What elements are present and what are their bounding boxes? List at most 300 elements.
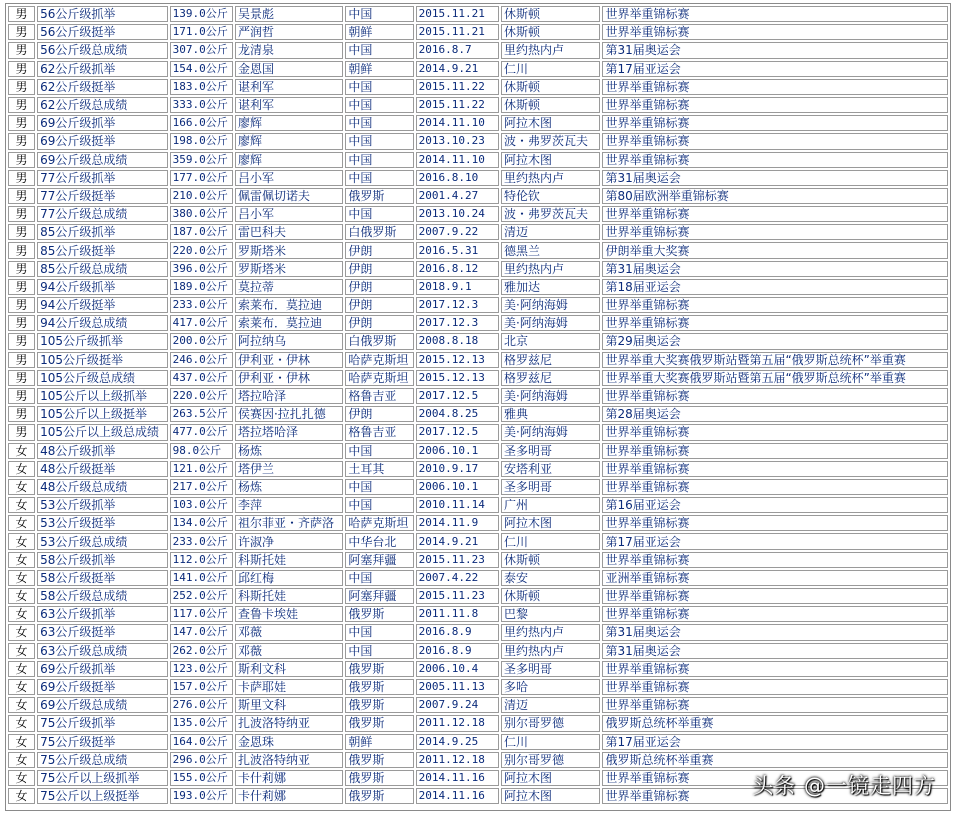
sex-cell: 女: [8, 752, 35, 768]
result-cell: 112.0公斤: [170, 552, 233, 568]
event-cell: 第17届亚运会: [602, 61, 948, 77]
athlete-cell: 塔伊兰: [235, 461, 343, 477]
country-cell: 哈萨克斯坦: [345, 370, 413, 386]
event-cell: 第31届奥运会: [602, 170, 948, 186]
sex-cell: 女: [8, 679, 35, 695]
event-cell: 世界举重锦标赛: [602, 424, 948, 440]
event-cell: 世界举重锦标赛: [602, 6, 948, 22]
category-cell: 69公斤级总成绩: [37, 152, 168, 168]
result-cell: 141.0公斤: [170, 570, 233, 586]
athlete-cell: 邱红梅: [235, 570, 343, 586]
place-cell: 仁川: [501, 61, 600, 77]
category-cell: 69公斤级挺举: [37, 133, 168, 149]
sex-cell: 男: [8, 6, 35, 22]
athlete-cell: 谌利军: [235, 79, 343, 95]
sex-cell: 男: [8, 152, 35, 168]
athlete-cell: 查鲁卡埃娃: [235, 606, 343, 622]
category-cell: 105公斤以上级挺举: [37, 406, 168, 422]
table-row: [8, 61, 948, 77]
table-row: [8, 133, 948, 149]
category-cell: 94公斤级抓举: [37, 279, 168, 295]
event-cell: 第31届奥运会: [602, 624, 948, 640]
athlete-cell: 卡什莉娜: [235, 788, 343, 804]
result-cell: 233.0公斤: [170, 297, 233, 313]
result-cell: 396.0公斤: [170, 261, 233, 277]
sex-cell: 女: [8, 661, 35, 677]
date-cell: 2018.9.1: [416, 279, 499, 295]
date-cell: 2008.8.18: [416, 333, 499, 349]
date-cell: 2014.11.16: [416, 788, 499, 804]
country-cell: 中国: [345, 206, 413, 222]
sex-cell: 男: [8, 224, 35, 240]
date-cell: 2011.11.8: [416, 606, 499, 622]
date-cell: 2016.8.12: [416, 261, 499, 277]
place-cell: 休斯顿: [501, 6, 600, 22]
table-row: [8, 115, 948, 131]
table-row: [8, 170, 948, 186]
sex-cell: 男: [8, 333, 35, 349]
category-cell: 75公斤级挺举: [37, 734, 168, 750]
table-row: [8, 734, 948, 750]
sex-cell: 男: [8, 242, 35, 258]
date-cell: 2016.8.10: [416, 170, 499, 186]
table-row: [8, 588, 948, 604]
result-cell: 183.0公斤: [170, 79, 233, 95]
result-cell: 187.0公斤: [170, 224, 233, 240]
event-cell: 世界举重锦标赛: [602, 133, 948, 149]
world-records-table: [6, 4, 950, 806]
athlete-cell: 斯利文科: [235, 661, 343, 677]
sex-cell: 男: [8, 406, 35, 422]
country-cell: 中国: [345, 42, 413, 58]
place-cell: 巴黎: [501, 606, 600, 622]
category-cell: 63公斤级挺举: [37, 624, 168, 640]
sex-cell: 女: [8, 570, 35, 586]
event-cell: 第31届奥运会: [602, 643, 948, 659]
category-cell: 75公斤以上级挺举: [37, 788, 168, 804]
result-cell: 220.0公斤: [170, 242, 233, 258]
date-cell: 2016.8.7: [416, 42, 499, 58]
athlete-cell: 科斯托娃: [235, 552, 343, 568]
athlete-cell: 李萍: [235, 497, 343, 513]
date-cell: 2017.12.5: [416, 388, 499, 404]
category-cell: 105公斤级挺举: [37, 352, 168, 368]
result-cell: 103.0公斤: [170, 497, 233, 513]
date-cell: 2016.8.9: [416, 624, 499, 640]
category-cell: 56公斤级抓举: [37, 6, 168, 22]
category-cell: 69公斤级抓举: [37, 661, 168, 677]
place-cell: 休斯顿: [501, 552, 600, 568]
place-cell: 别尔哥罗德: [501, 715, 600, 731]
event-cell: 俄罗斯总统杯举重赛: [602, 715, 948, 731]
result-cell: 134.0公斤: [170, 515, 233, 531]
country-cell: 白俄罗斯: [345, 224, 413, 240]
place-cell: 格罗兹尼: [501, 370, 600, 386]
athlete-cell: 廖辉: [235, 115, 343, 131]
records-table-frame: [5, 3, 951, 811]
event-cell: 世界举重锦标赛: [602, 79, 948, 95]
result-cell: 177.0公斤: [170, 170, 233, 186]
place-cell: 休斯顿: [501, 588, 600, 604]
athlete-cell: 吕小军: [235, 206, 343, 222]
athlete-cell: 廖辉: [235, 133, 343, 149]
table-row: [8, 152, 948, 168]
result-cell: 171.0公斤: [170, 24, 233, 40]
athlete-cell: 吕小军: [235, 170, 343, 186]
athlete-cell: 伊利亚・伊林: [235, 370, 343, 386]
date-cell: 2014.11.16: [416, 770, 499, 786]
athlete-cell: 邓薇: [235, 643, 343, 659]
place-cell: 里约热内卢: [501, 170, 600, 186]
country-cell: 伊朗: [345, 279, 413, 295]
event-cell: 第16届亚运会: [602, 497, 948, 513]
date-cell: 2011.12.18: [416, 752, 499, 768]
place-cell: 美·阿纳海姆: [501, 315, 600, 331]
date-cell: 2007.4.22: [416, 570, 499, 586]
country-cell: 俄罗斯: [345, 661, 413, 677]
table-row: [8, 552, 948, 568]
sex-cell: 男: [8, 261, 35, 277]
result-cell: 217.0公斤: [170, 479, 233, 495]
country-cell: 中国: [345, 97, 413, 113]
place-cell: 格罗兹尼: [501, 352, 600, 368]
date-cell: 2004.8.25: [416, 406, 499, 422]
result-cell: 276.0公斤: [170, 697, 233, 713]
category-cell: 56公斤级总成绩: [37, 42, 168, 58]
table-row: [8, 370, 948, 386]
result-cell: 220.0公斤: [170, 388, 233, 404]
date-cell: 2007.9.24: [416, 697, 499, 713]
event-cell: 世界举重锦标赛: [602, 697, 948, 713]
place-cell: 别尔哥罗德: [501, 752, 600, 768]
place-cell: 休斯顿: [501, 79, 600, 95]
category-cell: 58公斤级抓举: [37, 552, 168, 568]
country-cell: 俄罗斯: [345, 788, 413, 804]
athlete-cell: 科斯托娃: [235, 588, 343, 604]
table-row: [8, 333, 948, 349]
date-cell: 2015.11.21: [416, 24, 499, 40]
country-cell: 中华台北: [345, 533, 413, 549]
category-cell: 75公斤以上级抓举: [37, 770, 168, 786]
result-cell: 200.0公斤: [170, 333, 233, 349]
date-cell: 2015.11.23: [416, 552, 499, 568]
sex-cell: 男: [8, 97, 35, 113]
table-row: [8, 388, 948, 404]
date-cell: 2014.11.10: [416, 152, 499, 168]
event-cell: 世界举重锦标赛: [602, 152, 948, 168]
sex-cell: 男: [8, 388, 35, 404]
category-cell: 105公斤以上级抓举: [37, 388, 168, 404]
sex-cell: 男: [8, 42, 35, 58]
place-cell: 多哈: [501, 679, 600, 695]
date-cell: 2010.9.17: [416, 461, 499, 477]
date-cell: 2016.5.31: [416, 242, 499, 258]
country-cell: 中国: [345, 570, 413, 586]
country-cell: 俄罗斯: [345, 697, 413, 713]
table-row: [8, 715, 948, 731]
sex-cell: 男: [8, 206, 35, 222]
athlete-cell: 佩雷佩切诺夫: [235, 188, 343, 204]
country-cell: 伊朗: [345, 242, 413, 258]
category-cell: 58公斤级挺举: [37, 570, 168, 586]
category-cell: 48公斤级抓举: [37, 443, 168, 459]
event-cell: 世界举重锦标赛: [602, 679, 948, 695]
result-cell: 246.0公斤: [170, 352, 233, 368]
athlete-cell: 龙清泉: [235, 42, 343, 58]
athlete-cell: 斯里文科: [235, 697, 343, 713]
date-cell: 2014.11.10: [416, 115, 499, 131]
sex-cell: 女: [8, 715, 35, 731]
event-cell: 第31届奥运会: [602, 42, 948, 58]
table-row: [8, 352, 948, 368]
event-cell: 世界举重大奖赛俄罗斯站暨第五届“俄罗斯总统杯”举重赛: [602, 352, 948, 368]
result-cell: 477.0公斤: [170, 424, 233, 440]
date-cell: 2015.12.13: [416, 370, 499, 386]
sex-cell: 女: [8, 461, 35, 477]
category-cell: 94公斤级挺举: [37, 297, 168, 313]
category-cell: 63公斤级总成绩: [37, 643, 168, 659]
table-row: [8, 461, 948, 477]
athlete-cell: 索莱布．莫拉迪: [235, 297, 343, 313]
date-cell: 2015.11.23: [416, 588, 499, 604]
category-cell: 56公斤级挺举: [37, 24, 168, 40]
event-cell: 世界举重锦标赛: [602, 388, 948, 404]
event-cell: 第18届亚运会: [602, 279, 948, 295]
sex-cell: 女: [8, 770, 35, 786]
event-cell: 世界举重锦标赛: [602, 588, 948, 604]
sex-cell: 男: [8, 188, 35, 204]
athlete-cell: 卡萨耶娃: [235, 679, 343, 695]
country-cell: 中国: [345, 115, 413, 131]
athlete-cell: 邓薇: [235, 624, 343, 640]
place-cell: 休斯顿: [501, 24, 600, 40]
country-cell: 格鲁吉亚: [345, 424, 413, 440]
category-cell: 62公斤级总成绩: [37, 97, 168, 113]
athlete-cell: 杨炼: [235, 443, 343, 459]
result-cell: 139.0公斤: [170, 6, 233, 22]
country-cell: 中国: [345, 152, 413, 168]
place-cell: 阿拉木图: [501, 515, 600, 531]
country-cell: 格鲁吉亚: [345, 388, 413, 404]
table-row: [8, 479, 948, 495]
date-cell: 2007.9.22: [416, 224, 499, 240]
country-cell: 俄罗斯: [345, 679, 413, 695]
place-cell: 广州: [501, 497, 600, 513]
sex-cell: 男: [8, 61, 35, 77]
event-cell: 世界举重锦标赛: [602, 224, 948, 240]
country-cell: 中国: [345, 79, 413, 95]
result-cell: 263.5公斤: [170, 406, 233, 422]
athlete-cell: 金恩珠: [235, 734, 343, 750]
country-cell: 俄罗斯: [345, 770, 413, 786]
result-cell: 147.0公斤: [170, 624, 233, 640]
event-cell: 世界举重锦标赛: [602, 552, 948, 568]
country-cell: 俄罗斯: [345, 715, 413, 731]
event-cell: 亚洲举重锦标赛: [602, 570, 948, 586]
category-cell: 53公斤级总成绩: [37, 533, 168, 549]
country-cell: 朝鲜: [345, 24, 413, 40]
place-cell: 阿拉木图: [501, 788, 600, 804]
sex-cell: 女: [8, 697, 35, 713]
athlete-cell: 严润哲: [235, 24, 343, 40]
result-cell: 164.0公斤: [170, 734, 233, 750]
place-cell: 美·阿纳海姆: [501, 424, 600, 440]
date-cell: 2006.10.1: [416, 443, 499, 459]
category-cell: 48公斤级总成绩: [37, 479, 168, 495]
country-cell: 中国: [345, 443, 413, 459]
result-cell: 98.0公斤: [170, 443, 233, 459]
place-cell: 圣多明哥: [501, 661, 600, 677]
place-cell: 雅加达: [501, 279, 600, 295]
result-cell: 333.0公斤: [170, 97, 233, 113]
place-cell: 清迈: [501, 697, 600, 713]
category-cell: 105公斤级抓举: [37, 333, 168, 349]
event-cell: 第17届亚运会: [602, 533, 948, 549]
result-cell: 189.0公斤: [170, 279, 233, 295]
place-cell: 里约热内卢: [501, 624, 600, 640]
category-cell: 69公斤级挺举: [37, 679, 168, 695]
table-row: [8, 315, 948, 331]
category-cell: 94公斤级总成绩: [37, 315, 168, 331]
event-cell: 世界举重锦标赛: [602, 770, 948, 786]
event-cell: 第17届亚运会: [602, 734, 948, 750]
table-row: [8, 606, 948, 622]
date-cell: 2013.10.24: [416, 206, 499, 222]
sex-cell: 男: [8, 370, 35, 386]
result-cell: 193.0公斤: [170, 788, 233, 804]
date-cell: 2015.11.21: [416, 6, 499, 22]
result-cell: 296.0公斤: [170, 752, 233, 768]
table-row: [8, 406, 948, 422]
date-cell: 2015.11.22: [416, 79, 499, 95]
country-cell: 哈萨克斯坦: [345, 515, 413, 531]
date-cell: 2014.9.25: [416, 734, 499, 750]
category-cell: 63公斤级抓举: [37, 606, 168, 622]
place-cell: 美·阿纳海姆: [501, 388, 600, 404]
category-cell: 62公斤级挺举: [37, 79, 168, 95]
place-cell: 安塔利亚: [501, 461, 600, 477]
sex-cell: 女: [8, 734, 35, 750]
athlete-cell: 谌利军: [235, 97, 343, 113]
country-cell: 中国: [345, 624, 413, 640]
result-cell: 210.0公斤: [170, 188, 233, 204]
category-cell: 75公斤级抓举: [37, 715, 168, 731]
date-cell: 2014.11.9: [416, 515, 499, 531]
athlete-cell: 祖尔菲亚・齐萨洛: [235, 515, 343, 531]
table-row: [8, 679, 948, 695]
athlete-cell: 罗斯塔米: [235, 261, 343, 277]
country-cell: 土耳其: [345, 461, 413, 477]
category-cell: 77公斤级抓举: [37, 170, 168, 186]
country-cell: 伊朗: [345, 406, 413, 422]
country-cell: 俄罗斯: [345, 606, 413, 622]
result-cell: 198.0公斤: [170, 133, 233, 149]
sex-cell: 男: [8, 279, 35, 295]
date-cell: 2011.12.18: [416, 715, 499, 731]
athlete-cell: 杨炼: [235, 479, 343, 495]
country-cell: 中国: [345, 643, 413, 659]
table-row: [8, 261, 948, 277]
result-cell: 117.0公斤: [170, 606, 233, 622]
sex-cell: 女: [8, 533, 35, 549]
event-cell: 世界举重锦标赛: [602, 315, 948, 331]
event-cell: 俄罗斯总统杯举重赛: [602, 752, 948, 768]
category-cell: 53公斤级抓举: [37, 497, 168, 513]
place-cell: 仁川: [501, 533, 600, 549]
table-row: [8, 42, 948, 58]
athlete-cell: 金恩国: [235, 61, 343, 77]
table-row: [8, 515, 948, 531]
event-cell: 世界举重锦标赛: [602, 515, 948, 531]
country-cell: 中国: [345, 479, 413, 495]
athlete-cell: 伊利亚・伊林: [235, 352, 343, 368]
event-cell: 第80届欧洲举重锦标赛: [602, 188, 948, 204]
event-cell: 世界举重锦标赛: [602, 461, 948, 477]
table-row: [8, 570, 948, 586]
place-cell: 北京: [501, 333, 600, 349]
sex-cell: 男: [8, 170, 35, 186]
place-cell: 德黑兰: [501, 242, 600, 258]
table-row: [8, 79, 948, 95]
date-cell: 2005.11.13: [416, 679, 499, 695]
sex-cell: 男: [8, 297, 35, 313]
result-cell: 121.0公斤: [170, 461, 233, 477]
place-cell: 美·阿纳海姆: [501, 297, 600, 313]
country-cell: 中国: [345, 133, 413, 149]
date-cell: 2001.4.27: [416, 188, 499, 204]
country-cell: 哈萨克斯坦: [345, 352, 413, 368]
event-cell: 第29届奥运会: [602, 333, 948, 349]
place-cell: 阿拉木图: [501, 770, 600, 786]
country-cell: 阿塞拜疆: [345, 552, 413, 568]
category-cell: 77公斤级总成绩: [37, 206, 168, 222]
result-cell: 166.0公斤: [170, 115, 233, 131]
place-cell: 里约热内卢: [501, 643, 600, 659]
event-cell: 世界举重锦标赛: [602, 606, 948, 622]
result-cell: 155.0公斤: [170, 770, 233, 786]
date-cell: 2010.11.14: [416, 497, 499, 513]
place-cell: 阿拉木图: [501, 152, 600, 168]
country-cell: 白俄罗斯: [345, 333, 413, 349]
result-cell: 123.0公斤: [170, 661, 233, 677]
date-cell: 2014.9.21: [416, 533, 499, 549]
sex-cell: 女: [8, 515, 35, 531]
sex-cell: 男: [8, 315, 35, 331]
result-cell: 252.0公斤: [170, 588, 233, 604]
event-cell: 世界举重锦标赛: [602, 24, 948, 40]
table-row: [8, 752, 948, 768]
sex-cell: 女: [8, 643, 35, 659]
sex-cell: 女: [8, 443, 35, 459]
athlete-cell: 廖辉: [235, 152, 343, 168]
table-row: [8, 6, 948, 22]
table-row: [8, 97, 948, 113]
event-cell: 世界举重锦标赛: [602, 297, 948, 313]
event-cell: 伊朗举重大奖赛: [602, 242, 948, 258]
country-cell: 朝鲜: [345, 734, 413, 750]
result-cell: 157.0公斤: [170, 679, 233, 695]
athlete-cell: 莫拉蒂: [235, 279, 343, 295]
result-cell: 437.0公斤: [170, 370, 233, 386]
result-cell: 359.0公斤: [170, 152, 233, 168]
table-row: [8, 443, 948, 459]
sex-cell: 女: [8, 479, 35, 495]
country-cell: 中国: [345, 170, 413, 186]
date-cell: 2015.11.22: [416, 97, 499, 113]
date-cell: 2017.12.3: [416, 297, 499, 313]
athlete-cell: 扎波洛特纳亚: [235, 752, 343, 768]
category-cell: 48公斤级挺举: [37, 461, 168, 477]
